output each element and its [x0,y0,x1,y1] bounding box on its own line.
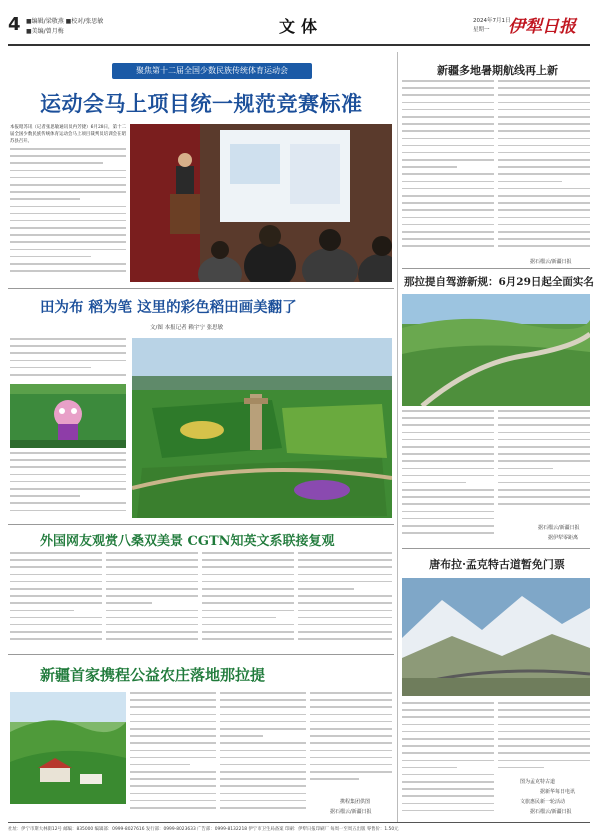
rice-story-rule [8,288,394,289]
cgtn-story-rule [8,524,394,525]
right-story-1-credit: 据石榴云/新疆日报 [530,259,572,265]
xinjiang-col-1 [130,692,216,818]
kicker-text: 聚焦第十二届全国少数民族传统体育运动会 [136,66,288,75]
right-story-2-credit-2: 据伊犁零距离 [548,535,579,541]
footer-info: 社址：伊宁市斯大林街12号 邮编：835000 编辑部：0999-8027616 发行部：0999-8023633 广告部：0999-8132218 伊宁市卫生局备案 印刷：伊犁日报印刷厂 每周一至周五出版 零售价：1.50元 [8,827,399,832]
rice-story-headline: 田为布 稻为笔 这里的彩色稻田画美翻了 [40,299,297,316]
top-story-headline: 运动会马上项目统一规范竞赛标准 [40,91,363,116]
cgtn-story-headline: 外国网友观赏八桑双美景 CGTN知英文系联接复观 [40,534,335,549]
header-rule [8,44,590,46]
footer-rule [8,822,590,823]
right-story-3-headline: 唐布拉·孟克特古道暂免门票 [429,558,565,571]
xinjiang-col-3 [310,692,392,792]
right-story-3-credit-2: 文旅惠民新一轮活动 [520,799,566,805]
right-story-3-note: 图为孟克特古道 [520,779,556,785]
xinjiang-source-credit: 据石榴云/新疆日报 [330,809,372,815]
mengkete-road-photo [402,578,590,696]
xinjiang-col-2 [220,692,306,818]
nalati-farm-photo [10,692,126,804]
xinjiang-story-headline: 新疆首家携程公益农庄落地那拉提 [40,666,266,684]
right-story-2-col-a [402,410,494,544]
xinjiang-story-rule [8,654,394,655]
right-story-2-rule [402,268,590,269]
page-number: 4 [8,14,21,35]
top-story-dateline: 本报昭苏讯（记者张思敏通讯员冉芳捷）6月28日，第十二届全国少数民族传统体育运动会马上项目裁判员培训会在昭苏县召开。 [10,125,126,145]
issue-date: 2024年7月1日 [473,18,511,24]
rice-story-body-2 [10,452,126,518]
editor-line-2: ■美编/曾月梅 [26,28,64,35]
cgtn-col-2 [106,552,198,648]
right-story-2-col-b [498,410,590,520]
newspaper-logo: 伊犁日报 [508,17,576,37]
rice-story-byline: 文/图 本报记者 赖宇宁 张思敏 [150,325,224,331]
cartoon-rice-field-photo [10,384,126,448]
right-story-1-headline: 新疆多地暑期航线再上新 [437,64,558,77]
right-story-1-col-a [402,80,494,256]
right-story-3-col-b [498,702,590,774]
aerial-rice-paddy-photo [132,338,392,518]
section-title: 文体 [279,17,324,36]
xinjiang-photo-credit: 携程集团供图 [340,799,371,805]
right-story-1-col-b [498,80,590,256]
right-story-3-col-a [402,702,494,818]
right-story-3-credit-1: 据新华每日电讯 [540,789,576,795]
conference-photo [130,124,392,282]
cgtn-col-3 [202,552,294,648]
page-header [0,0,598,48]
right-story-3-credit-3: 据石榴云/新疆日报 [530,809,572,815]
column-divider [397,52,398,822]
cgtn-col-1 [10,552,102,648]
right-story-3-rule [402,548,590,549]
issue-weekday: 星期一 [473,27,490,33]
editor-line-1: ■编辑/梁敬燕 ■校对/张思敏 [26,18,104,25]
cgtn-col-4 [298,552,392,648]
top-story-body [10,148,126,282]
rice-story-body [10,338,126,382]
right-story-2-credit-1: 据石榴云/新疆日报 [538,525,580,531]
right-story-2-headline: 那拉提自驾游新规：6月29日起全面实名 [404,276,594,288]
nalati-road-photo [402,294,590,406]
top-story-kicker [112,63,312,79]
